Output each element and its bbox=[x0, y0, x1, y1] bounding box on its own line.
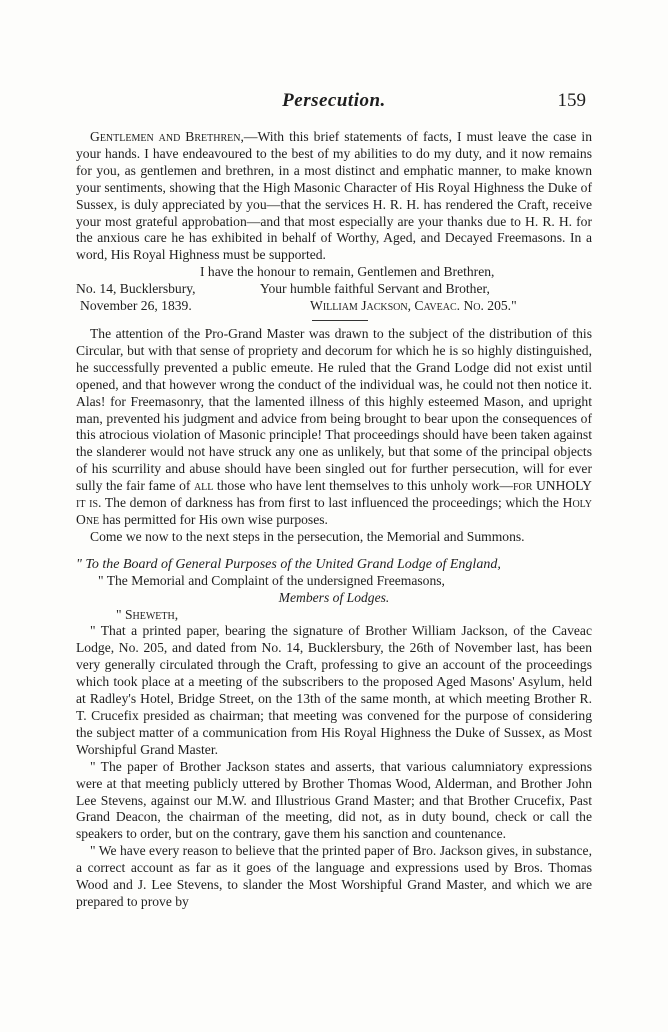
narrative-text-b: those who have lent themselves to this unholy work— bbox=[213, 478, 513, 494]
narrative-text-d: has permitted for His own wise purposes. bbox=[99, 511, 328, 527]
signature-line-2 bbox=[76, 298, 592, 315]
narrative-holy-one: Holy One bbox=[76, 495, 592, 527]
narrative-text-a: The attention of the Pro-Grand Master was drawn to the subject of the distribution of this Circular, but with that sense of propriety and decorum for which he is so highly distinguished, he successfully prevented a public emeute. He ruled that the Grand Lodge did not exist until opened, and that however wrong the conduct of the individual was, he could not then notice it. Alas! for Freemasonry, that the lamented illness of this highly esteemed Mason, and upright man, prevented his judgment and advice from being brought to bear upon the consequences of this atrocious violation of Masonic principle! That proceedings should have been taken against the slanderer would not have struck any one as unlikely, but that some of the principal objects of his scurrility and abuse should have been singled out for further persecution, will for ever sully the fair fame of bbox=[76, 325, 592, 494]
narrative-all: all bbox=[193, 478, 214, 494]
narrative-text-c: The demon of darkness has from first to last influenced the proceedings; which the bbox=[101, 495, 563, 511]
section-divider bbox=[312, 320, 368, 321]
page-content bbox=[76, 129, 592, 911]
letter-closing: I have the honour to remain, Gentlemen and Brethren, bbox=[200, 264, 495, 280]
memorial-paragraph-2: " The paper of Brother Jackson states and asserts, that various calumniatory expressions were at that meeting publicly uttered by Brother Thomas Wood, Alderman, and Brother John Lee Stevens, against our M.W. and Illustrious Grand Master; and that Brother Crucefix, Past Grand Deacon, the chairman of the meeting, did not, as in duty bound, check or call the speakers to order, but on the contrary, gave them his sanction and countenance. bbox=[76, 758, 592, 842]
memorial-subheading-2: Members of Lodges. bbox=[278, 589, 390, 605]
memorial-paragraph-3: " We have every reason to believe that the printed paper of Bro. Jackson gives, in substance, a correct account as far as it goes of the language and expressions used by Bros. Thomas Wood and J. Lee Stevens, to slander the Most Worshipful Grand Master, and which we are prepared to prove by bbox=[76, 843, 592, 909]
letter-body-text: —With this brief statements of facts, I must leave the case in your hands. I have endeavoured to the best of my abilities to do my duty, and it now remains for you, as gentlemen and brethren, in a most distinct and emphatic manner, to make known your sentiments, showing that the High Masonic Character of His Royal Highness the Duke of Sussex, is duly appreciated by you—that the services H. R. H. has rendered the Craft, receive your most grateful approbation—and that most especially are your thanks due to H. R. H. for the anxious care he has exhibited in behalf of Worthy, Aged, and Decayed Freemasons. In a word, His Royal Highness must be supported. bbox=[76, 129, 593, 263]
narrative-paragraph-2: Come we now to the next steps in the persecution, the Memorial and Summons. bbox=[90, 528, 525, 544]
letter-salutation: Gentlemen and Brethren, bbox=[90, 129, 244, 144]
signature-line-1 bbox=[76, 281, 592, 298]
narrative-paragraph-1 bbox=[76, 326, 592, 529]
address-line-2: November 26, 1839. bbox=[80, 298, 192, 314]
memorial-sheweth: " Sheweth, bbox=[116, 606, 179, 622]
memorial-heading: " To the Board of General Purposes of the United Grand Lodge of England, bbox=[76, 556, 501, 572]
servant-line: Your humble faithful Servant and Brother, bbox=[260, 281, 490, 297]
narrative-unholy: for UNHOLY it is. bbox=[76, 478, 592, 511]
running-title: Persecution. bbox=[282, 90, 386, 111]
page-header bbox=[0, 90, 668, 114]
address-line-1: No. 14, Bucklersbury, bbox=[76, 281, 196, 297]
letter-signer: William Jackson, Caveac. No. 205." bbox=[310, 298, 517, 314]
letter-body bbox=[76, 129, 592, 264]
page-number: 159 bbox=[557, 90, 586, 111]
memorial-paragraph-1: " That a printed paper, bearing the signature of Brother William Jackson, of the Caveac Lodge, No. 205, and dated from No. 14, Bucklersbury, the 26th of November last, has been very generally circulated through the Craft, professing to give an account of the proceedings which took place at a meeting of the subscribers to the proposed Aged Masons' Asylum, held at Radley's Hotel, Bridge Street, on the 13th of the same month, at which meeting Brother R. T. Crucefix presided as chairman; that meeting was convened for the purpose of considering the subject matter of a communication from His Royal Highness the Duke of Sussex, as Most Worshipful Grand Master. bbox=[76, 623, 592, 757]
memorial-subheading-1: " The Memorial and Complaint of the undersigned Freemasons, bbox=[98, 572, 445, 588]
